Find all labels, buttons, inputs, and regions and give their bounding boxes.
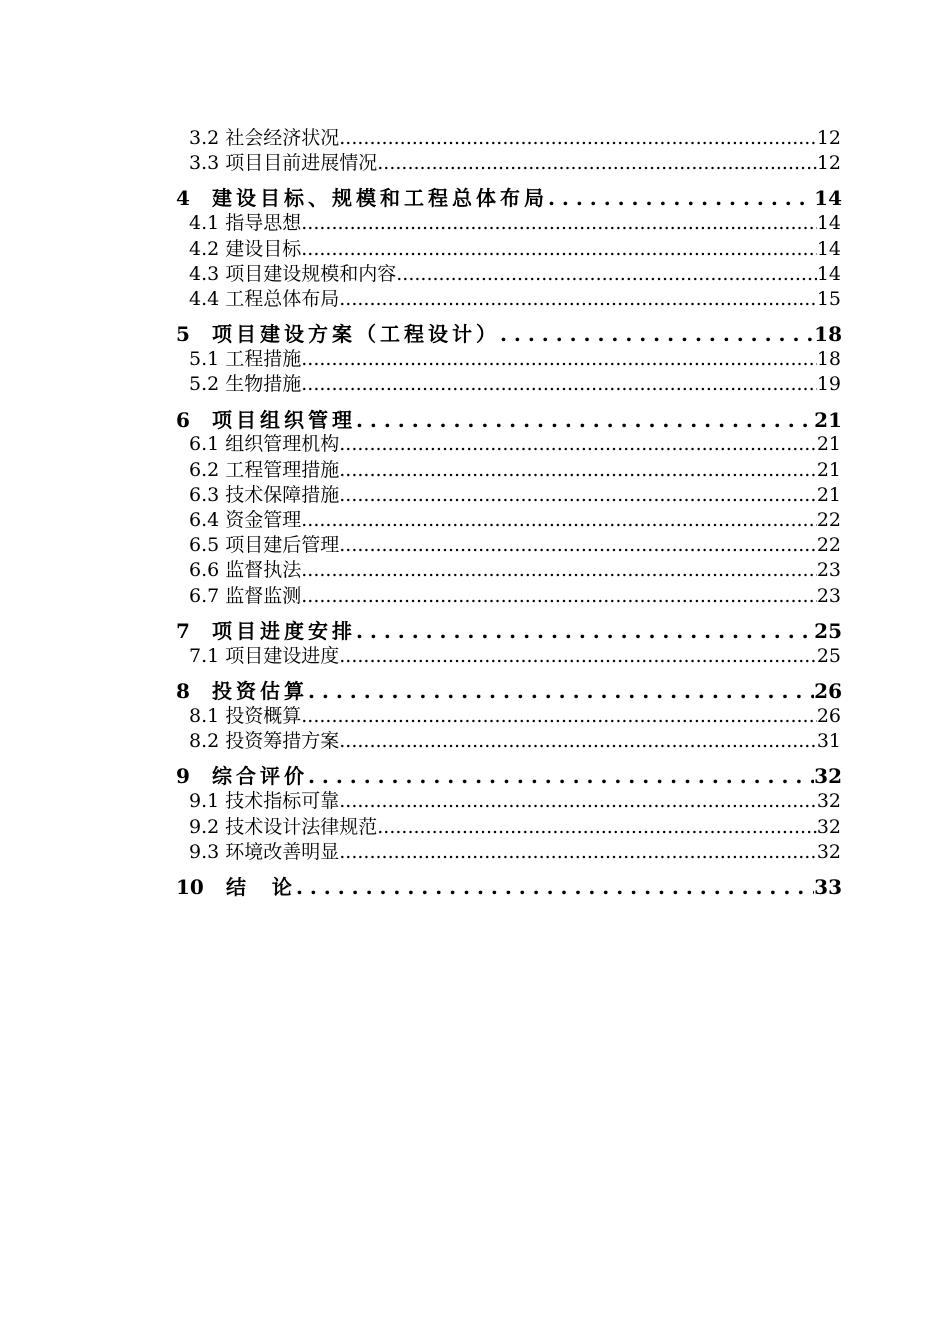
toc-leader bbox=[301, 237, 817, 262]
toc-chapter-number: 6 bbox=[176, 407, 190, 432]
toc-leader bbox=[500, 322, 814, 347]
toc-chapter-number: 4 bbox=[176, 186, 190, 211]
toc-entry-title: 6.1 组织管理机构 bbox=[189, 433, 340, 456]
toc-entry-page: 32 bbox=[816, 815, 841, 838]
toc-chapter-page: 25 bbox=[814, 618, 842, 643]
toc-entry[interactable] bbox=[189, 211, 841, 236]
toc-entry-title: 6.7 监督监测 bbox=[189, 584, 302, 607]
toc-entry-title: 6.5 项目建后管理 bbox=[189, 534, 340, 557]
toc-entry-page: 23 bbox=[816, 584, 841, 607]
toc-entry-title: 9.2 技术设计法律规范 bbox=[189, 815, 378, 838]
toc-chapter-title: 结 论 bbox=[226, 874, 296, 899]
toc-entry[interactable] bbox=[189, 704, 841, 729]
toc-entry-page: 14 bbox=[816, 262, 841, 285]
toc-entry[interactable] bbox=[189, 584, 841, 609]
toc-leader bbox=[296, 875, 814, 900]
toc-entry-title: 6.3 技术保障措施 bbox=[189, 483, 340, 506]
toc-entry[interactable] bbox=[189, 151, 841, 176]
toc-leader bbox=[339, 729, 817, 754]
toc-leader bbox=[339, 126, 817, 151]
toc-entry-page: 21 bbox=[816, 433, 841, 456]
toc-leader bbox=[301, 347, 817, 372]
toc-leader bbox=[339, 483, 817, 508]
toc-leader bbox=[301, 211, 817, 236]
toc-chapter-number: 7 bbox=[176, 618, 190, 643]
toc-chapter-page: 33 bbox=[814, 874, 842, 899]
toc-entry-page: 26 bbox=[816, 704, 841, 727]
toc-entry[interactable] bbox=[189, 729, 841, 754]
toc-entry[interactable] bbox=[189, 815, 841, 840]
toc-leader bbox=[301, 704, 817, 729]
toc-entry-title: 4.4 工程总体布局 bbox=[189, 287, 340, 310]
toc-leader bbox=[308, 764, 814, 789]
toc-entry-page: 21 bbox=[816, 458, 841, 481]
toc-entry[interactable] bbox=[189, 789, 841, 814]
toc-entry-page: 15 bbox=[816, 287, 841, 310]
toc-leader bbox=[339, 789, 817, 814]
toc-chapter-number: 5 bbox=[176, 322, 190, 347]
toc-entry-title: 9.1 技术指标可靠 bbox=[189, 790, 340, 813]
toc-entry-title: 9.3 环境改善明显 bbox=[189, 840, 340, 863]
toc-entry-title: 4.3 项目建设规模和内容 bbox=[189, 262, 397, 285]
toc-leader bbox=[339, 458, 817, 483]
toc-entry[interactable] bbox=[189, 533, 841, 558]
toc-leader bbox=[301, 372, 817, 397]
toc-entry-page: 18 bbox=[816, 348, 841, 371]
toc-entry[interactable] bbox=[189, 558, 841, 583]
toc-leader bbox=[339, 287, 817, 312]
toc-chapter[interactable] bbox=[176, 619, 842, 644]
toc-entry-title: 6.4 资金管理 bbox=[189, 509, 302, 532]
toc-chapter-page: 32 bbox=[814, 764, 842, 789]
toc-chapter-title: 项目组织管理 bbox=[212, 407, 356, 432]
toc-entry-page: 12 bbox=[816, 152, 841, 175]
toc-leader bbox=[356, 619, 814, 644]
toc-entry[interactable] bbox=[189, 644, 841, 669]
toc-entry-page: 22 bbox=[816, 534, 841, 557]
toc-entry[interactable] bbox=[189, 126, 841, 151]
toc-entry-title: 7.1 项目建设进度 bbox=[189, 644, 340, 667]
toc-leader bbox=[339, 840, 817, 865]
toc-entry-page: 19 bbox=[816, 373, 841, 396]
toc-chapter-number: 8 bbox=[176, 679, 190, 703]
toc-entry[interactable] bbox=[189, 372, 841, 397]
toc-chapter-page: 21 bbox=[814, 407, 842, 432]
toc-entry[interactable] bbox=[189, 287, 841, 312]
toc-entry-page: 14 bbox=[816, 212, 841, 235]
toc-entry-title: 3.3 项目目前进展情况 bbox=[189, 152, 378, 175]
toc-chapter[interactable] bbox=[176, 408, 842, 433]
toc-leader bbox=[548, 186, 814, 211]
toc-entry-page: 14 bbox=[816, 237, 841, 260]
toc-entry[interactable] bbox=[189, 483, 841, 508]
toc-entry-page: 23 bbox=[816, 559, 841, 582]
toc-leader bbox=[377, 815, 817, 840]
toc-entry[interactable] bbox=[189, 347, 841, 372]
toc-entry-page: 12 bbox=[816, 126, 841, 149]
toc-entry[interactable] bbox=[189, 262, 841, 287]
toc-leader bbox=[396, 262, 817, 287]
toc-entry-title: 5.1 工程措施 bbox=[189, 348, 302, 371]
toc-chapter-title: 项目建设方案（工程设计） bbox=[212, 322, 500, 347]
toc-chapter[interactable] bbox=[176, 679, 842, 704]
toc-entry-page: 21 bbox=[816, 483, 841, 506]
toc-leader bbox=[339, 432, 817, 457]
toc-entry-page: 32 bbox=[816, 840, 841, 863]
table-of-contents bbox=[0, 126, 950, 900]
toc-chapter-title: 投资估算 bbox=[212, 679, 308, 703]
toc-entry[interactable] bbox=[189, 508, 841, 533]
toc-chapter-title: 项目进度安排 bbox=[212, 618, 356, 643]
toc-entry-title: 4.1 指导思想 bbox=[189, 212, 302, 235]
toc-leader bbox=[377, 151, 817, 176]
toc-entry-title: 6.2 工程管理措施 bbox=[189, 458, 340, 481]
toc-chapter-title: 综合评价 bbox=[212, 764, 308, 789]
toc-entry[interactable] bbox=[189, 458, 841, 483]
toc-entry-title: 6.6 监督执法 bbox=[189, 559, 302, 582]
toc-entry-title: 3.2 社会经济状况 bbox=[189, 126, 340, 149]
toc-leader bbox=[301, 558, 817, 583]
toc-leader bbox=[356, 408, 814, 433]
toc-entry[interactable] bbox=[189, 840, 841, 865]
toc-chapter[interactable] bbox=[176, 322, 842, 347]
toc-leader bbox=[301, 584, 817, 609]
toc-entry-title: 8.2 投资筹措方案 bbox=[189, 730, 340, 753]
toc-chapter[interactable] bbox=[176, 764, 842, 789]
toc-chapter-page: 14 bbox=[814, 186, 842, 211]
toc-entry-page: 32 bbox=[816, 790, 841, 813]
toc-chapter[interactable] bbox=[176, 875, 842, 900]
toc-leader bbox=[339, 644, 817, 669]
toc-leader bbox=[339, 533, 817, 558]
toc-entry-title: 4.2 建设目标 bbox=[189, 237, 302, 260]
toc-leader bbox=[301, 508, 817, 533]
toc-entry[interactable] bbox=[189, 237, 841, 262]
toc-entry-page: 31 bbox=[816, 730, 841, 753]
toc-chapter[interactable] bbox=[176, 186, 842, 211]
toc-chapter-number: 10 bbox=[176, 874, 204, 899]
toc-entry-title: 8.1 投资概算 bbox=[189, 704, 302, 727]
toc-chapter-page: 26 bbox=[814, 679, 842, 703]
toc-chapter-title: 建设目标、规模和工程总体布局 bbox=[212, 186, 548, 211]
toc-entry-page: 25 bbox=[816, 644, 841, 667]
toc-chapter-number: 9 bbox=[176, 764, 190, 789]
toc-entry[interactable] bbox=[189, 433, 841, 458]
toc-entry-page: 22 bbox=[816, 509, 841, 532]
toc-entry-title: 5.2 生物措施 bbox=[189, 373, 302, 396]
toc-chapter-page: 18 bbox=[814, 322, 842, 347]
toc-leader bbox=[308, 679, 814, 704]
